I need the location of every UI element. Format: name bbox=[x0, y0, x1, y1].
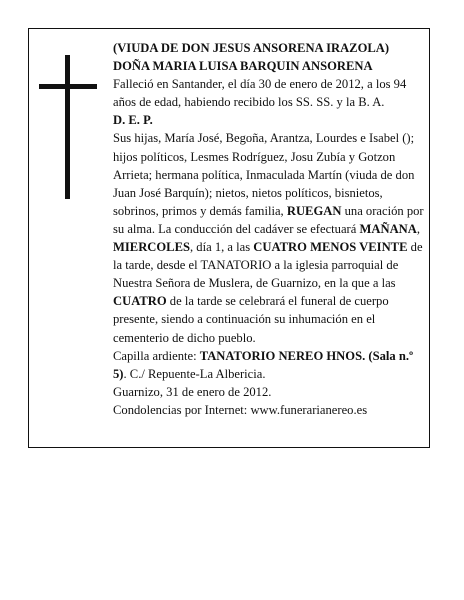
dia-text: , día 1, a las bbox=[189, 240, 251, 255]
capilla-address: . C./ Repuente-La Albericia. bbox=[123, 366, 266, 381]
death-info: Falleció en Santander, el día 30 de enero de 2012, a los 94 años de edad, habiendo recibido los SS. SS. y la B. A. bbox=[113, 77, 407, 110]
notice-title-line-2: DOÑA MARIA LUISA BARQUIN ANSORENA bbox=[113, 59, 373, 74]
hora-rest: de la tarde, desde el TANATORIO a la iglesia parroquial de Nuestra Señora de Muslera, de Guarnizo, en la que a las bbox=[113, 240, 423, 291]
capilla-name: TANATORIO NEREO HNOS. (Sala n.º 5) bbox=[113, 348, 414, 381]
capilla-ardiente bbox=[113, 347, 425, 383]
ruegan-rest: una oración por su alma. La conducción del cadáver se efectuará bbox=[113, 203, 424, 236]
dep-label: D. E. P. bbox=[113, 113, 153, 128]
funeral-paragraph bbox=[113, 129, 425, 346]
capilla-label: Capilla ardiente: bbox=[113, 348, 197, 363]
obituary-notice bbox=[28, 28, 430, 448]
notice-text bbox=[113, 39, 425, 419]
cuatro-rest: de la tarde se celebrará el funeral de cuerpo presente, siendo a continuación su inhumación en el cementerio de dicho pueblo. bbox=[113, 294, 389, 345]
hora-text: CUATRO MENOS VEINTE bbox=[253, 240, 408, 255]
miercoles-text: MIERCOLES bbox=[113, 240, 190, 255]
notice-title-line-1: (VIUDA DE DON JESUS ANSORENA IRAZOLA) bbox=[113, 41, 390, 55]
ruegan-text: RUEGAN bbox=[286, 203, 342, 218]
condolences-line: Condolencias por Internet: www.funerarianereo.es bbox=[113, 402, 368, 417]
manana-text: MAÑANA bbox=[359, 221, 417, 236]
cross-icon bbox=[39, 55, 97, 199]
comma-text: , bbox=[416, 221, 421, 236]
cuatro-text: CUATRO bbox=[113, 294, 167, 309]
place-date: Guarnizo, 31 de enero de 2012. bbox=[113, 384, 272, 399]
family-list: Sus hijas, María José, Begoña, Arantza, Lourdes e Isabel (); hijos políticos, Lesmes Rodríguez, Josu Zubía y Gotzon Arrieta; hermana política, Inmaculada Martín (viuda de don Juan José Barquín); nietos, nietos políticos, bisnietos, sobrinos, primos y demás familia, bbox=[113, 131, 415, 218]
